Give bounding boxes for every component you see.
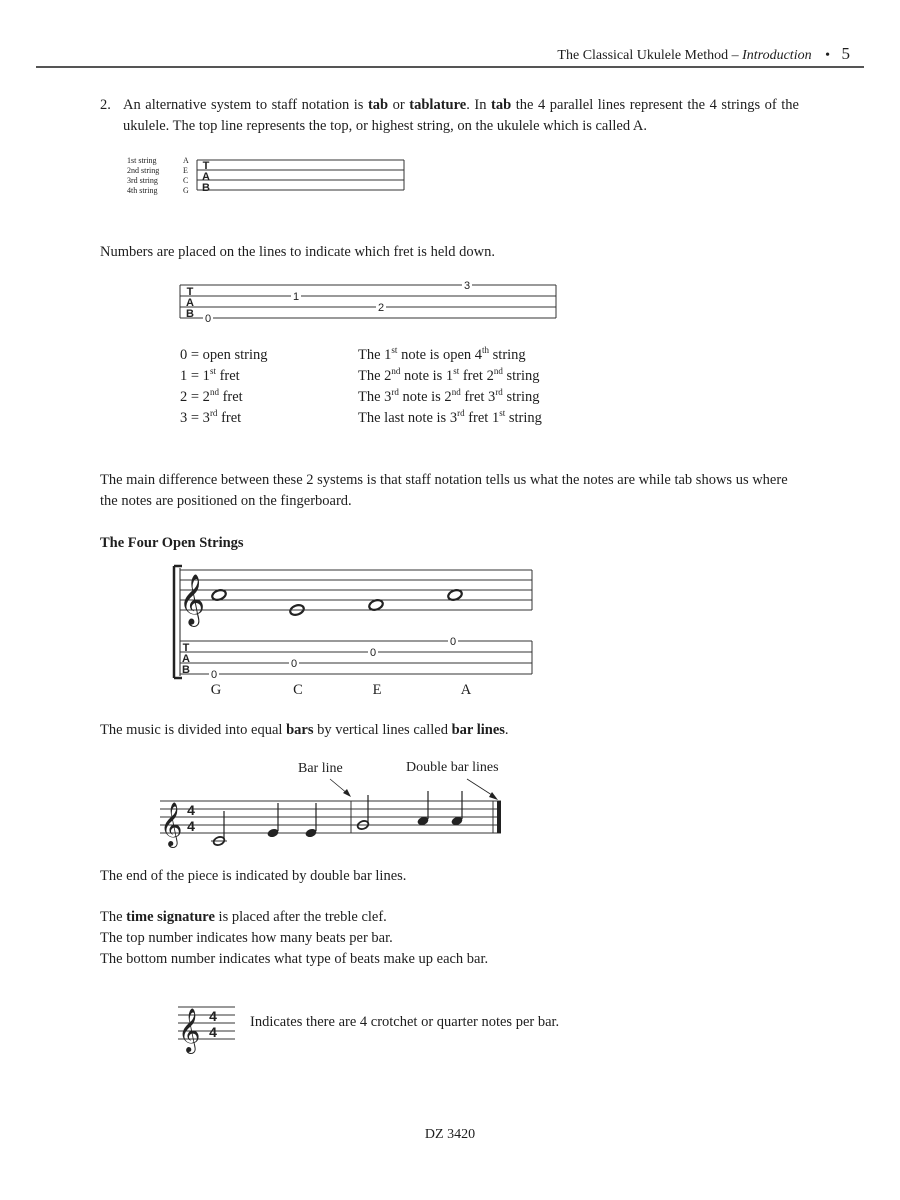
string-note: E: [183, 166, 188, 175]
bars-text: by vertical lines called: [313, 722, 452, 738]
desc-text: note is 1: [400, 368, 454, 384]
tab-letter: B: [186, 308, 194, 320]
note-name: E: [372, 682, 382, 698]
open-strings-system: [162, 560, 542, 700]
note-description: [358, 345, 542, 429]
desc-sup: nd: [493, 366, 503, 377]
fret-number: 0: [290, 658, 298, 670]
tab-example: [170, 276, 570, 328]
time-sig-bottom: 4: [187, 818, 195, 834]
description-row: [358, 387, 542, 408]
item2-text: An alternative system to staff notation is: [123, 97, 368, 113]
description-row: [358, 345, 542, 366]
treble-clef-icon: 𝄞: [160, 802, 183, 846]
fret-number: 0: [449, 636, 457, 648]
legend-sup: st: [209, 366, 216, 377]
arrowhead: [489, 792, 498, 800]
desc-sup: rd: [457, 408, 465, 419]
numbers-intro: Numbers are placed on the lines to indicate which fret is held down.: [100, 244, 496, 260]
arrowhead: [343, 789, 351, 797]
term-time-signature: time signature: [126, 909, 215, 925]
tab-letter: T: [202, 160, 210, 172]
legend-row: [180, 387, 268, 408]
desc-sup: rd: [391, 387, 399, 398]
term-bar-lines: bar lines: [451, 722, 505, 738]
legend-row: [180, 408, 268, 429]
legend-text: fret: [217, 410, 242, 426]
note-name: C: [293, 682, 303, 698]
string-label: 3rd string: [127, 176, 158, 185]
tab-letter: A: [186, 297, 194, 309]
desc-text: string: [505, 410, 542, 426]
running-header: [557, 44, 850, 64]
time-signature-paragraph: [100, 907, 488, 970]
legend-text: 1 = 1: [180, 368, 210, 384]
header-bullet: •: [825, 48, 830, 63]
bars-text: The music is divided into equal: [100, 722, 287, 738]
bar-line-callout: Bar line: [298, 761, 343, 776]
desc-sup: th: [482, 345, 490, 356]
note-name: G: [210, 682, 222, 698]
tab-letter: A: [182, 653, 190, 665]
time-sig-top: 4: [187, 802, 195, 818]
section-name: Introduction: [742, 48, 812, 63]
end-paragraph: The end of the piece is indicated by double bar lines.: [100, 868, 407, 884]
string-label: 2nd string: [127, 166, 160, 175]
desc-sup: st: [391, 345, 398, 356]
desc-sup: st: [453, 366, 460, 377]
desc-text: fret 3: [460, 389, 496, 405]
treble-clef-icon: 𝄞: [178, 1008, 201, 1052]
desc-text: string: [502, 368, 540, 384]
fret-number: 2: [377, 302, 385, 314]
ts-text: The: [100, 909, 127, 925]
fret-legend: [180, 345, 268, 429]
legend-text: fret: [215, 368, 240, 384]
tab-letter: T: [186, 286, 194, 298]
item-number: 2.: [100, 97, 111, 113]
text-line: [100, 907, 488, 928]
string-diagram: [120, 150, 420, 200]
legend-row: [180, 366, 268, 387]
string-note: C: [183, 176, 189, 185]
legend-text: 3 = 3: [180, 410, 210, 426]
desc-text: string: [502, 389, 540, 405]
fret-number: 0: [210, 669, 218, 681]
tab-letter: T: [182, 642, 190, 654]
bars-paragraph: [100, 720, 509, 741]
double-bar-thick: [497, 801, 501, 833]
desc-text: string: [489, 347, 526, 363]
book-title: The Classical Ukulele Method –: [557, 48, 743, 63]
header-rule: [36, 66, 864, 68]
legend-sup: rd: [209, 408, 218, 419]
string-note: A: [183, 156, 189, 165]
fret-number: 1: [292, 291, 300, 303]
time-sig-example-staff: [175, 995, 245, 1057]
item2-text: . In: [466, 97, 492, 113]
legend-text: 2 = 2: [180, 389, 210, 405]
legend-row: [180, 345, 268, 366]
desc-text: note is open 4: [397, 347, 483, 363]
desc-text: note is 2: [398, 389, 452, 405]
desc-text: The 3: [358, 389, 392, 405]
item2-term-tablature: tablature: [409, 97, 467, 113]
text-line: The top number indicates how many beats per bar.: [100, 930, 393, 946]
legend-text: 0 = open string: [180, 347, 268, 363]
desc-sup: nd: [451, 387, 461, 398]
string-label: 1st string: [127, 156, 157, 165]
difference-paragraph: The main difference between these 2 systems is that staff notation tells us what the notes are while tab shows us where the notes are positioned on the fingerboard.: [100, 472, 788, 509]
description-row: [358, 408, 542, 429]
tab-letter: B: [182, 664, 190, 676]
desc-sup: nd: [391, 366, 401, 377]
item2-term-tab: tab: [491, 97, 512, 113]
desc-text: The 2: [358, 368, 392, 384]
fret-number: 0: [369, 647, 377, 659]
section-heading: The Four Open Strings: [100, 535, 244, 551]
item2-text: the 4 parallel lines represent the 4 strings of the ukulele. The top line represents the top, or highest string, on the ukulele which is called A.: [123, 97, 799, 134]
desc-text: fret 1: [464, 410, 500, 426]
desc-sup: st: [499, 408, 506, 419]
note-name: A: [460, 682, 472, 698]
item2-term-tab: tab: [367, 97, 389, 113]
page-number: 5: [841, 44, 850, 63]
fret-number: 0: [204, 313, 212, 325]
bar-example-staff: [155, 775, 515, 847]
time-sig-bottom: 4: [209, 1024, 217, 1040]
time-sig-caption: Indicates there are 4 crotchet or quarter notes per bar.: [250, 1014, 560, 1030]
item2-text: or: [388, 97, 410, 113]
term-bars: bars: [286, 722, 314, 738]
string-note: G: [183, 186, 189, 195]
ts-text: is placed after the treble clef.: [214, 909, 387, 925]
legend-sup: nd: [209, 387, 219, 398]
description-row: [358, 366, 542, 387]
desc-text: The last note is 3: [358, 410, 458, 426]
double-bar-callout: Double bar lines: [406, 760, 499, 775]
tab-letter: A: [202, 171, 210, 183]
tab-letter: B: [202, 182, 210, 194]
bars-text: .: [504, 722, 509, 738]
time-sig-top: 4: [209, 1008, 217, 1024]
fret-number: 3: [463, 280, 471, 292]
desc-sup: rd: [495, 387, 503, 398]
treble-clef-icon: 𝄞: [179, 574, 206, 625]
item2-paragraph: [123, 95, 799, 137]
text-line: The bottom number indicates what type of beats make up each bar.: [100, 951, 489, 967]
desc-text: The 1: [358, 347, 392, 363]
legend-text: fret: [218, 389, 243, 405]
string-label: 4th string: [127, 186, 158, 195]
desc-text: fret 2: [459, 368, 494, 384]
footer-code: DZ 3420: [424, 1127, 476, 1142]
